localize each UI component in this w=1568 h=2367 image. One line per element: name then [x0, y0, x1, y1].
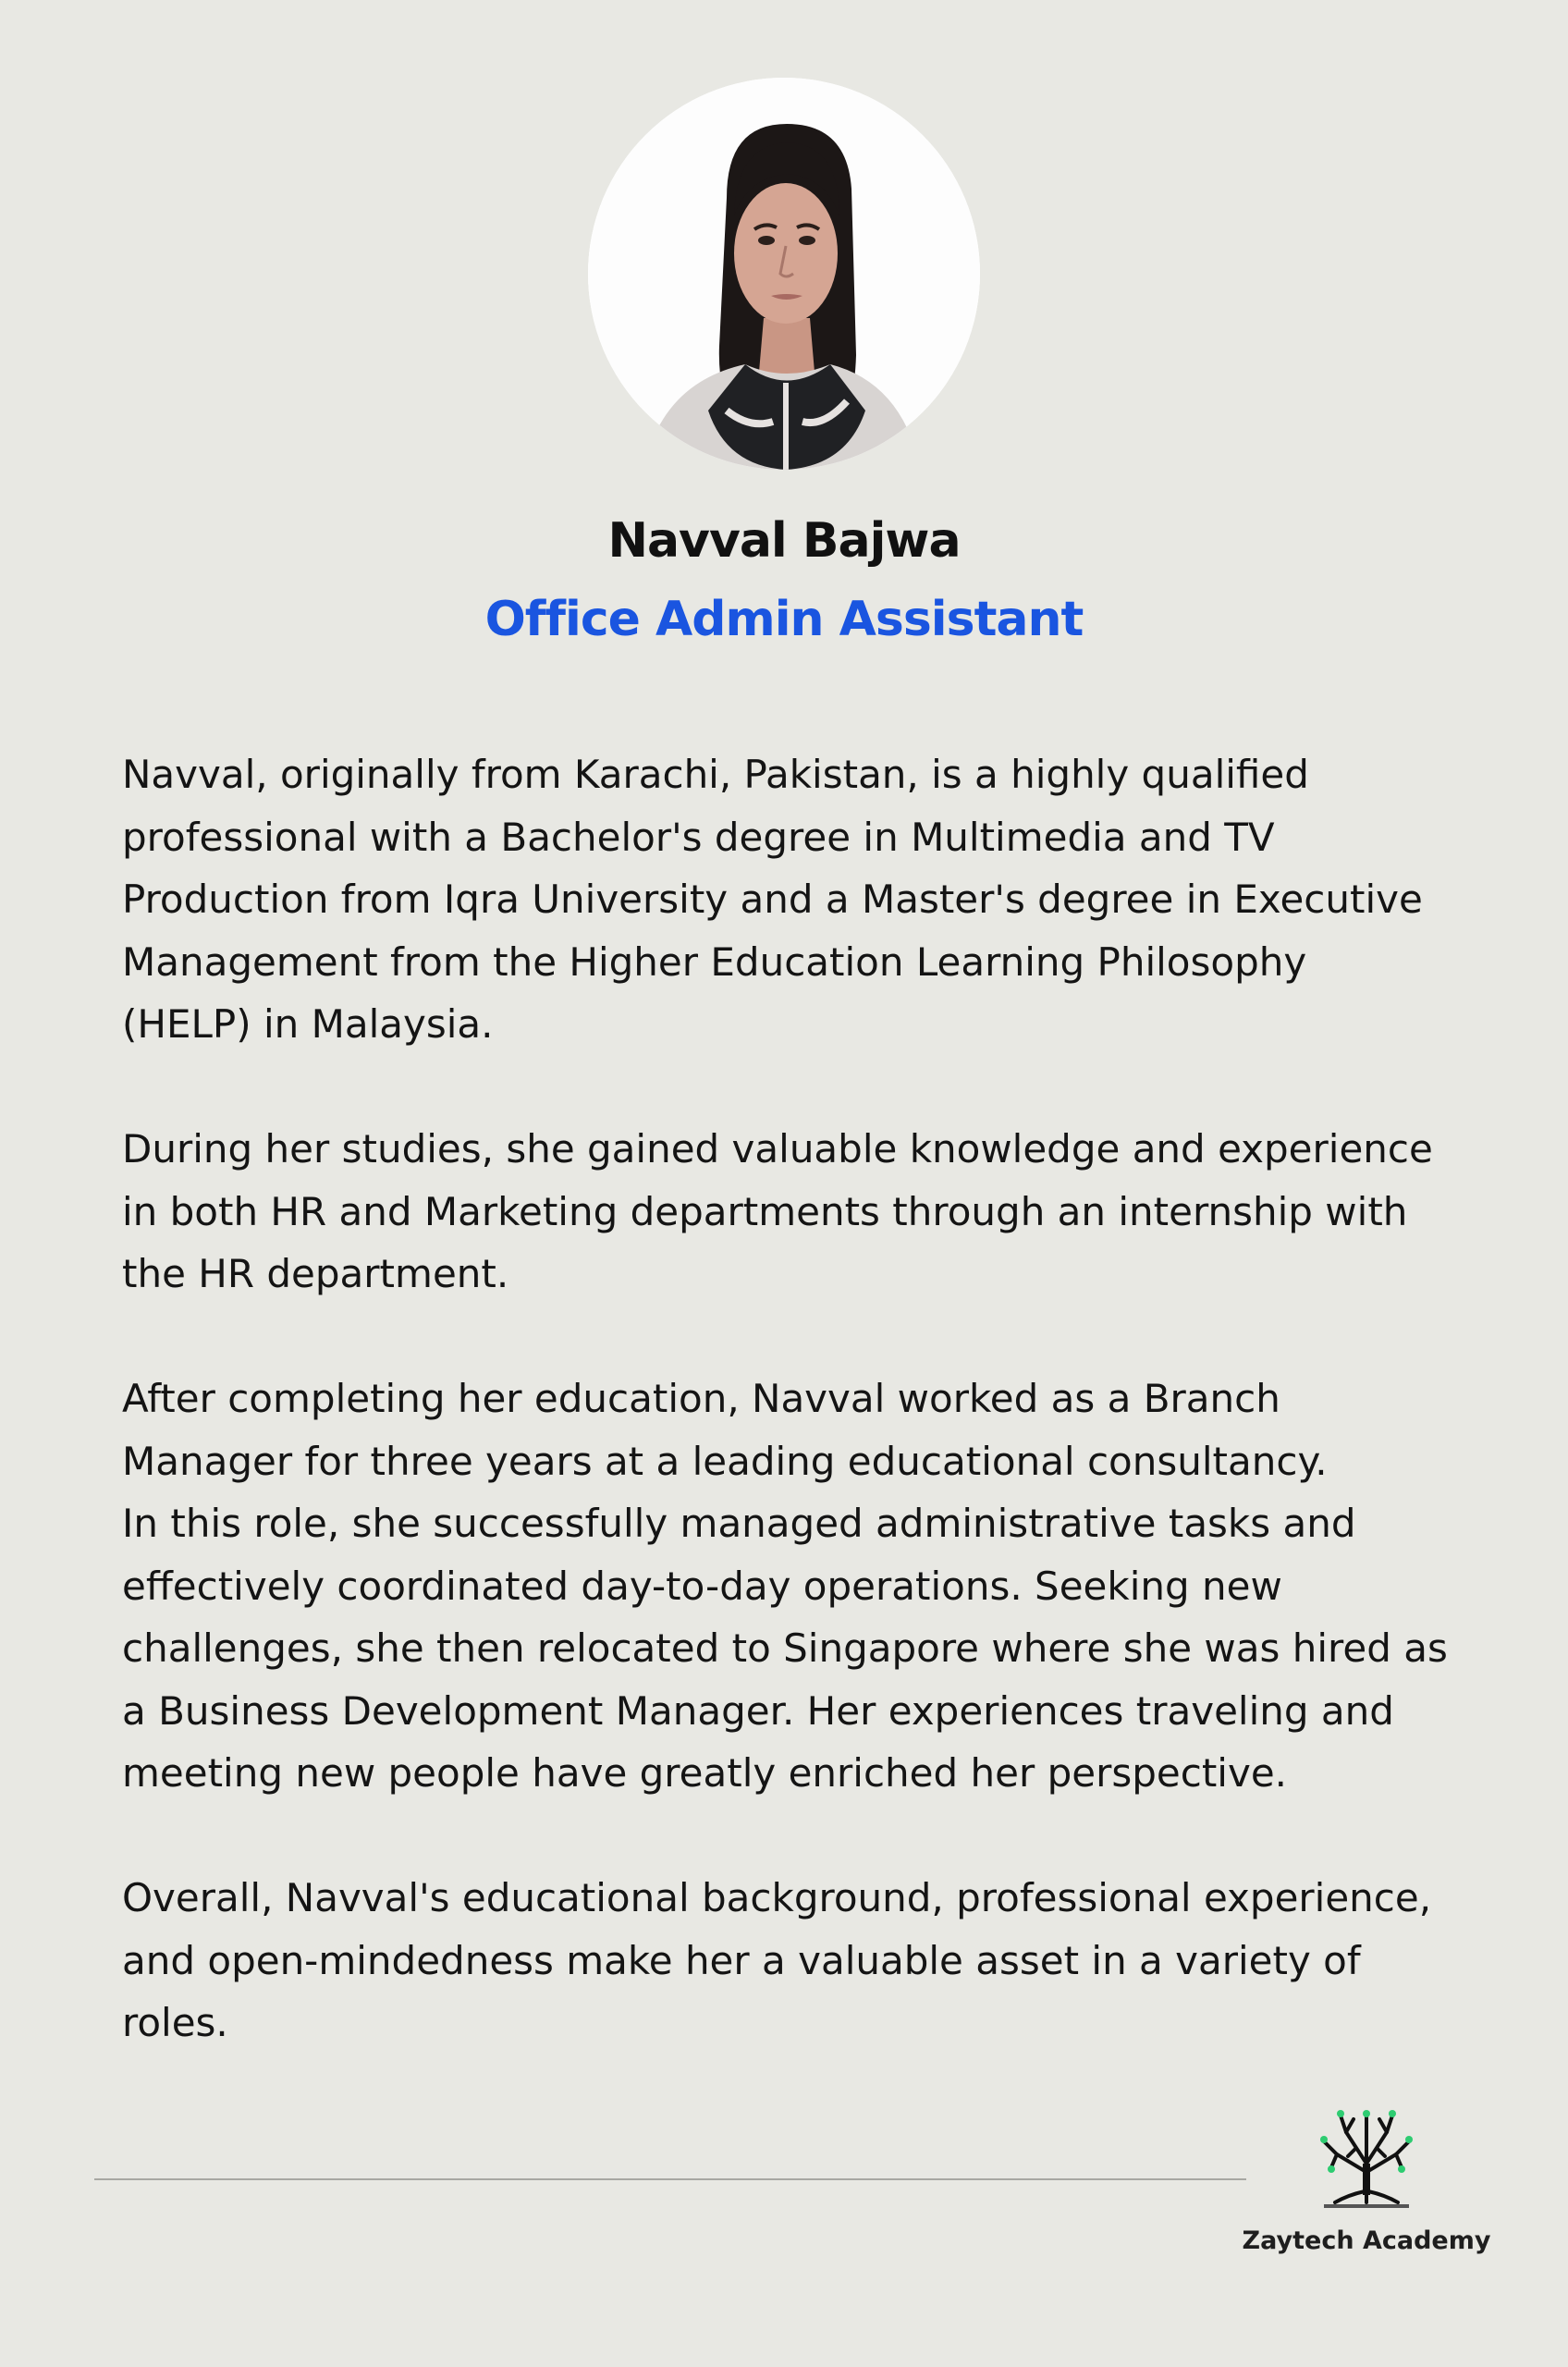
bio-section	[122, 743, 1453, 2054]
bio-paragraph-4: Overall, Navval's educational background, professional experience, and open-mindedness make her a valuable asset in a variety of roles.	[122, 1875, 1432, 2045]
brand-name: Zaytech Academy	[1242, 2226, 1491, 2255]
profile-photo	[588, 78, 980, 470]
bio-paragraph-1: Navval, originally from Karachi, Pakistan, is a highly qualified professional with a Bachelor's degree in Multimedia and TV Production from Iqra University and a Master's degree in Executive Management from the Higher Education Learning Philosophy (HELP) in Malaysia.	[122, 752, 1423, 1047]
job-title: Office Admin Assistant	[484, 592, 1084, 647]
portrait-image	[588, 78, 980, 470]
footer-divider	[94, 2178, 1246, 2180]
bio-paragraph-2: During her studies, she gained valuable knowledge and experience in both HR and Marketing departments through an internship with the HR department.	[122, 1126, 1433, 1296]
bio-paragraph-3: After completing her education, Navval worked as a Branch Manager for three years at a leading educational consultancy. In this role, she successfully managed administrative tasks and effectively coordinated day-to-day operations. Seeking new challenges, she then relocated to Singapore where she was hired as a Business Development Manager. Her experiences traveling and meeting new people have greatly enriched her perspective.	[122, 1376, 1448, 1796]
tree-icon	[1311, 2099, 1422, 2210]
person-name: Navval Bajwa	[607, 513, 961, 569]
